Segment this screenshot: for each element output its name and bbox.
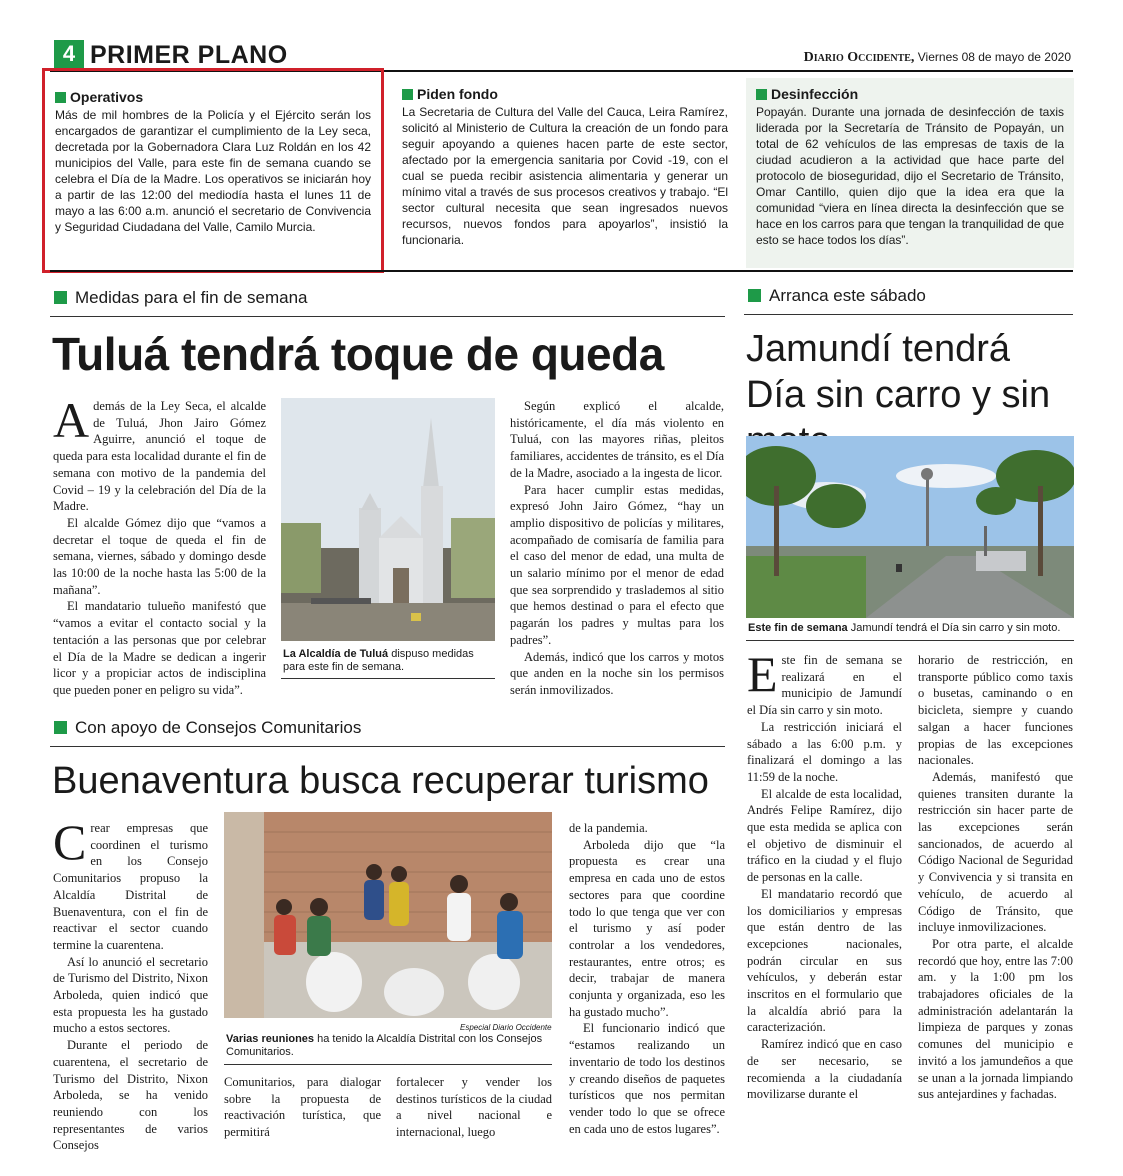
brief-desinfeccion bbox=[746, 78, 1074, 268]
issue-date: Viernes 08 de mayo de 2020 bbox=[917, 50, 1071, 64]
tulua-caption: La Alcaldía de Tuluá dispuso medidas para este fin de semana. bbox=[283, 648, 474, 673]
jamundi-kicker: Arranca este sábado bbox=[748, 286, 926, 306]
buenaventura-column-2: Comunitarios, para dialogar sobre la propuesta de reactivación turística, que permitirá bbox=[224, 1075, 381, 1140]
jamundi-street-photo bbox=[746, 436, 1074, 618]
brief-title: Piden fondo bbox=[402, 86, 728, 102]
tulua-church-photo bbox=[281, 398, 495, 641]
buenaventura-headline: Buenaventura busca recuperar turismo bbox=[52, 760, 709, 802]
brief-title: Operativos bbox=[55, 89, 371, 105]
buenaventura-column-1: Crear empresas que coordinen el turismo en los Consejo Comunitarios propuso la Alcaldía Distrital de Buenaventura, con el fin de reactivar el sector cuando termine la cuarentena. Así lo anunció el secretario de Turismo del Distrito, Nixon Arboleda, quien indicó que esta propuesta les ha gustado mucho a estos sectores. Durante el periodo de cuarentena, el secretario de Turismo del Distrito, Nixon Arboleda, se ha venido reuniendo con los representantes de varios Consejos bbox=[53, 814, 208, 1153]
tulua-headline: Tuluá tendrá toque de queda bbox=[52, 328, 664, 380]
dropcap: C bbox=[53, 814, 87, 870]
brief-text: La Secretaria de Cultura del Valle del Cauca, Leira Ramírez, solicitó al Ministerio de Cultura la creación de un fondo para seguir apoyando a quienes hacen parte de este sector, afectado por la emergencia sanitaria por Covid -19, con el cual se pueda recibir asistencia alimentaria y generar un mínimo vital a través de sus procesos creativos y trabajo. “El sector cultural necesita que sean ingresados nuevos recursos, nuevos fondos para apoyarlos”, insistió la funcionaria. bbox=[402, 105, 728, 247]
caption-rule bbox=[224, 1064, 552, 1065]
brief-text: Popayán. Durante una jornada de desinfección de taxis liderada por la Secretaría de Tránsito de Popayán, un total de 62 vehículos de las empresas de taxis de la ciudad acudieron a la actividad que hace parte del protocolo de bioseguridad, dijo el Secretario de Tránsito, Omar Cantillo, quien dijo que la idea era que la comunidad “viera en línea directa la desinfección que se hace en los carros para que tengan la tranquilidad de que esto se hace todos los días”. bbox=[756, 105, 1064, 247]
dropcap: A bbox=[53, 392, 90, 448]
green-square-icon bbox=[756, 89, 767, 100]
buenaventura-kicker: Con apoyo de Consejos Comunitarios bbox=[54, 718, 361, 738]
caption-rule bbox=[746, 640, 1074, 641]
page-number: 4 bbox=[54, 40, 84, 68]
caption-rule bbox=[281, 678, 495, 679]
brief-text: Más de mil hombres de la Policía y el Ejército serán los encargados de garantizar el cumplimiento de la Ley seca, decretada por la Gobernadora Clara Luz Roldán en los 42 municipios del Valle, para este fin de semana cuando se celebra el Día de la Madre. Los operativos se iniciarán hoy a partir de las 12:00 del mediodía hasta el lunes 11 de mayo a las 6:00 a.m. anunció el secretario de Convivencia y Seguridad Ciudadana del Valle, Camilo Murcia. bbox=[55, 108, 371, 234]
kicker-rule bbox=[744, 314, 1073, 315]
tulua-column-3: Según explicó el alcalde, históricamente, el día más violento en Tuluá, con las mayores riñas, pleitos familiares, accidentes de tránsito, es el Día de la Madre, asociado a la ingesta de licor. Para hacer cumplir estas medidas, expresó John Jairo Gómez, “hay un amplio dispositivo de policías y militares, acompañado de comisaría de familia para el caso del menor de edad, una multa de un salario mínimo por el menor de edad que sea sorprendido y traslademos al sitio que hemos destinad o para el efecto que pagarán los padres y multas para los padres”. Además, indicó que los carros y motos que anden en la noche sin los permisos serán inmovilizados. bbox=[510, 399, 724, 697]
green-square-icon bbox=[748, 289, 761, 302]
masthead bbox=[804, 50, 1071, 66]
paper-name: Diario Occidente, bbox=[803, 50, 915, 65]
buenaventura-caption: Varias reuniones ha tenido la Alcaldía Distrital con los Consejos Comunitarios. bbox=[226, 1033, 543, 1058]
buenaventura-column-3: fortalecer y vender los destinos turísticos de la ciudad a nivel nacional e internacional, luego bbox=[396, 1075, 552, 1140]
buenaventura-meeting-photo bbox=[224, 812, 552, 1018]
brief-piden-fondo bbox=[392, 78, 738, 268]
kicker-rule bbox=[50, 316, 725, 317]
jamundi-caption: Este fin de semana Jamundí tendrá el Día sin carro y sin moto. bbox=[748, 622, 1061, 634]
brief-title: Desinfección bbox=[756, 86, 1064, 102]
kicker-rule bbox=[50, 746, 725, 747]
jamundi-column-1: Este fin de semana se realizará en el municipio de Jamundí el Día sin carro y sin moto. La restricción iniciará el sábado a las 6:00 p.m. y finalizará el domingo a las 11:59 de la noche. El alcalde de esta localidad, Andrés Felipe Ramírez, dijo que esta medida se aplica con el objetivo de disminuir el tráfico en la ciudad y el flujo de personas en la calle. El mandatario recordó que los domiciliarios y empresas que están dentro de las excepciones nacionales, podrán circular en sus vehículos, y deberán estar inscritos en el formulario que la alcaldía abrió para la caracterización. Ramírez indicó que en caso de ser necesario, se recomienda a la ciudadanía movilizarse durante el bbox=[747, 646, 902, 1102]
dropcap: E bbox=[747, 646, 778, 702]
section-title: PRIMER PLANO bbox=[90, 41, 288, 69]
briefs-rule bbox=[50, 270, 1073, 272]
green-square-icon bbox=[54, 721, 67, 734]
green-square-icon bbox=[402, 89, 413, 100]
buenaventura-column-4: de la pandemia. Arboleda dijo que “la propuesta es crear una empresa en cada uno de estos sectores para que coordine todo lo que tenga que ver con el turismo y así poder controlar a los vendedores, restaurantes, entre otros; es decir, trabajar de manera conjunta y organizada, eso les ha gustado mucho”. El funcionario indicó que “estamos realizando un inventario de todo los destinos y creando diseños de paquetes turísticos que nos permitan vender todo lo que se ofrece en cada uno de estos lugares”. bbox=[569, 821, 725, 1136]
tulua-kicker: Medidas para el fin de semana bbox=[54, 288, 307, 308]
brief-operativos bbox=[42, 68, 384, 273]
green-square-icon bbox=[55, 92, 66, 103]
photo-credit: Especial Diario Occidente bbox=[460, 1023, 552, 1032]
green-square-icon bbox=[54, 291, 67, 304]
jamundi-column-2: horario de restricción, en transporte público como taxis o busetas, caminando o en bicicleta, siempre y cuando salgan a hacer funciones propias de las excepciones nacionales. Además, manifestó que quienes transiten durante la restricción sin hacer parte de las excepciones serán sancionados, de acuerdo al Código Nacional de Seguridad y Convivencia y si transita en vehículo, de acuerdo al Código de Tránsito, que incluye inmovilizaciones. Por otra parte, el alcalde recordó que hoy, entre las 7:00 am. y la 1:00 pm los trabajadores oficiales de la administración adelantarán la limpieza de parques y zonas comunes del municipio e invitó a los jamundeños a que se unan a la jornada limpiando sus antejardines y fachadas. bbox=[918, 653, 1073, 1102]
tulua-column-1: Además de la Ley Seca, el alcalde de Tuluá, Jhon Jairo Gómez Aguirre, anunció el toque de queda para esta localidad durante el fin de semana con motivo de la pandemia del Covid – 19 y la celebración del Día de la Madre. El alcalde Gómez dijo que “vamos a decretar el toque de queda el fin de semana, viernes, sábado y domingo desde las 10:00 de la noche hasta las 5:00 de la mañana”. El mandatario tulueño manifestó que “vamos a evitar el contacto social y la tentación a las personas que por celebrar el Día de la Madre se dedican a ingerir licor y a propiciar actos de indisciplina que pueden poner en peligro su vida”. bbox=[53, 392, 266, 697]
jamundi-headline: Jamundí tendrá Día sin carro y sin bbox=[746, 328, 1051, 416]
